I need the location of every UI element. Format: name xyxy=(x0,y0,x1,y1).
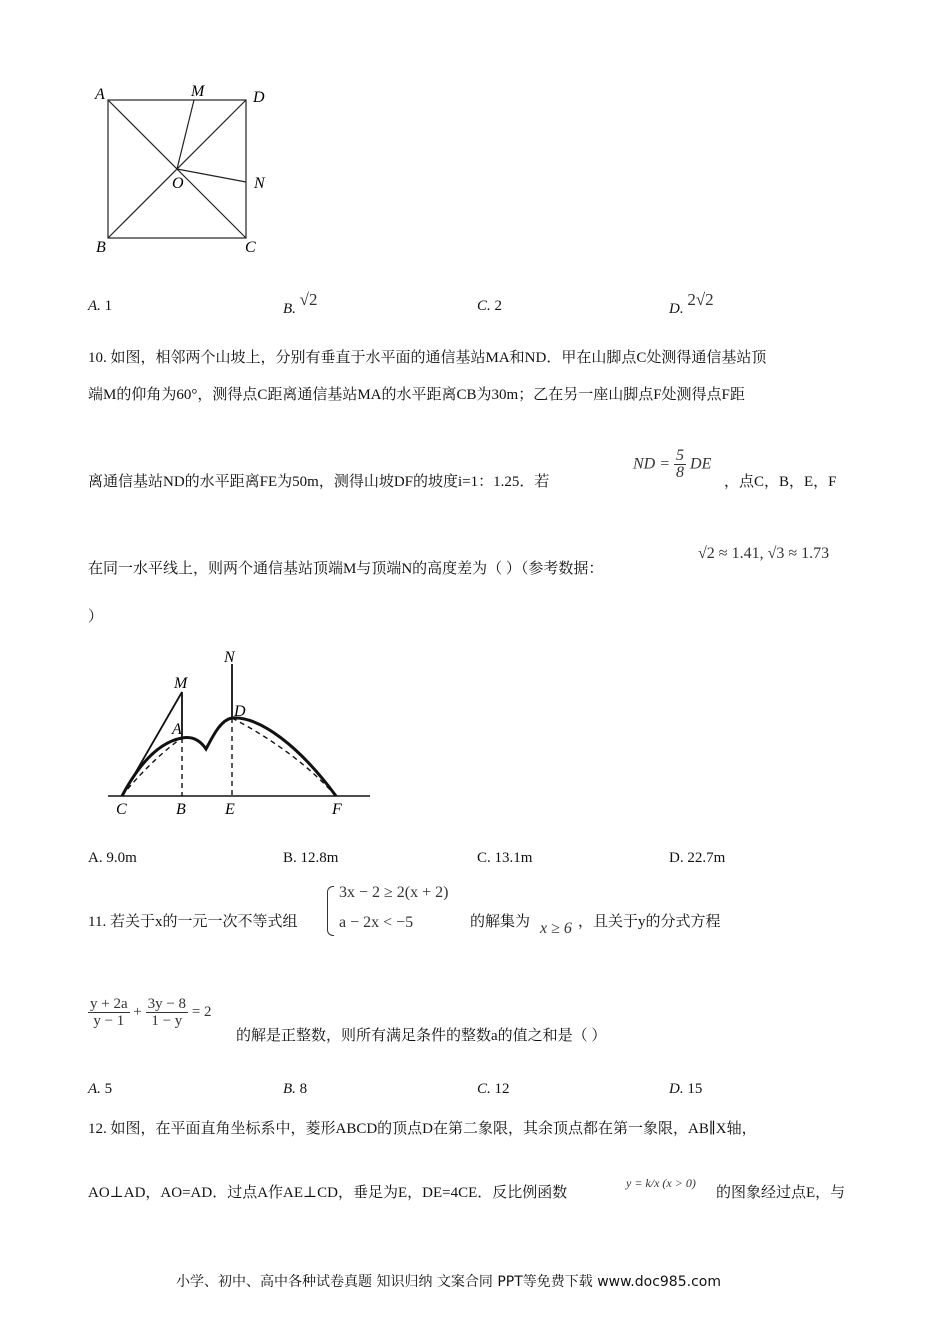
numerator-1: y + 2a xyxy=(90,996,128,1012)
fraction-denominator: 8 xyxy=(676,464,685,481)
q12-function: y = k/x (x > 0) xyxy=(626,1176,696,1190)
inequality-2: a − 2x < −5 xyxy=(339,914,414,931)
q11-option-b[interactable] xyxy=(283,1081,307,1098)
q12-line-2b: 的图象经过点E，与 xyxy=(716,1185,846,1201)
option-letter: B. xyxy=(283,301,296,317)
option-letter: A. xyxy=(88,1081,101,1097)
label-D: D xyxy=(234,703,246,720)
q10-line-5: ） xyxy=(88,609,104,625)
label-C: C xyxy=(116,801,127,818)
page-footer: 小学、初中、高中各种试卷真题 知识归纳 文案合同 PPT等免费下载 www.doc985.com xyxy=(176,1274,721,1290)
formula-fraction xyxy=(674,448,686,481)
q11-lead: 11. 若关于x的一元一次不等式组 xyxy=(88,914,298,930)
option-letter: D. xyxy=(669,301,684,317)
q10-mountain-figure xyxy=(100,642,390,822)
option-value: 5 xyxy=(104,1081,113,1097)
q11-solution: x ≥ 6 xyxy=(540,920,572,937)
label-A: A xyxy=(95,86,105,103)
fraction-numerator: 5 xyxy=(676,447,685,464)
denominator-2: 1 − y xyxy=(151,1013,183,1029)
q10-option-a[interactable]: A. 9.0m xyxy=(88,850,137,866)
formula-nd: ND = xyxy=(633,455,671,473)
option-value: 15 xyxy=(687,1081,703,1097)
inequality-1: 3x − 2 ≥ 2(x + 2) xyxy=(339,884,449,901)
q10-reference-data: √2 ≈ 1.41, √3 ≈ 1.73 xyxy=(698,545,830,562)
label-B: B xyxy=(96,239,106,256)
q11-option-d[interactable] xyxy=(669,1081,702,1098)
q11-mid: 的解集为 xyxy=(470,914,531,930)
label-F: F xyxy=(332,801,342,818)
option-value: 2√2 xyxy=(687,290,714,309)
option-letter: D. xyxy=(669,1081,684,1097)
denominator-1: y − 1 xyxy=(93,1013,125,1029)
label-O: O xyxy=(172,175,184,192)
label-N: N xyxy=(254,175,265,192)
option-value: 8 xyxy=(299,1081,308,1097)
fraction-2 xyxy=(146,996,188,1029)
fraction-1 xyxy=(88,996,130,1029)
option-letter: C. xyxy=(477,298,491,314)
q9-square-figure xyxy=(88,78,288,258)
formula-de: DE xyxy=(690,455,712,473)
label-C: C xyxy=(245,239,256,256)
label-M: M xyxy=(191,83,205,100)
label-A: A xyxy=(172,721,182,738)
q12-line-2a: AO⊥AD，AO=AD．过点A作AE⊥CD，垂足为E，DE=4CE．反比例函数 xyxy=(88,1185,568,1201)
q9-option-b[interactable] xyxy=(283,290,318,317)
option-letter: C. xyxy=(477,1081,491,1097)
label-M: M xyxy=(174,675,188,692)
option-letter: A. xyxy=(88,298,101,314)
q9-option-d[interactable] xyxy=(669,290,714,317)
option-letter: B. xyxy=(283,1081,296,1097)
option-value: 12 xyxy=(494,1081,510,1097)
label-N: N xyxy=(224,649,235,666)
label-D: D xyxy=(253,89,265,106)
q10-option-b[interactable]: B. 12.8m xyxy=(283,850,339,866)
option-value: 2 xyxy=(494,298,503,314)
q10-option-d[interactable]: D. 22.7m xyxy=(669,850,726,866)
option-value: √2 xyxy=(299,290,318,309)
numerator-2: 3y − 8 xyxy=(147,996,187,1012)
plus-sign: + xyxy=(133,1004,142,1020)
q9-option-c[interactable] xyxy=(477,298,502,315)
label-E: E xyxy=(225,801,235,818)
option-value: 1 xyxy=(104,298,113,314)
q10-line-2: 端M的仰角为60°，测得点C距离通信基站MA的水平距离CB为30m；乙在另一座山脚点F处测得点F距 xyxy=(88,387,745,403)
q10-line-4a: 在同一水平线上，则两个通信基站顶端M与顶端N的高度差为（ ）（参考数据： xyxy=(88,561,604,577)
q10-line-1: 10. 如图，相邻两个山坡上，分别有垂直于水平面的通信基站MA和ND．甲在山脚点C处测得通信基站顶 xyxy=(88,350,767,366)
q9-option-a[interactable] xyxy=(88,298,112,315)
label-B: B xyxy=(176,801,186,818)
q10-line-3a: 离通信基站ND的水平距离FE为50m，测得山坡DF的坡度i=1：1.25．若 xyxy=(88,474,550,490)
q11-option-c[interactable] xyxy=(477,1081,510,1098)
equals-two: = 2 xyxy=(191,1004,212,1020)
q10-line-3b: ，点C，B，E，F xyxy=(724,474,837,490)
q11-tail: ，且关于y的分式方程 xyxy=(578,914,721,930)
q11-equation-tail: 的解是正整数，则所有满足条件的整数a的值之和是（ ） xyxy=(236,1028,607,1044)
q11-option-a[interactable] xyxy=(88,1081,112,1098)
q11-fraction-equation xyxy=(88,996,212,1029)
q12-line-1: 12. 如图，在平面直角坐标系中，菱形ABCD的顶点D在第二象限，其余顶点都在第一象限，AB∥X轴， xyxy=(88,1121,757,1137)
q10-option-c[interactable]: C. 13.1m xyxy=(477,850,533,866)
q10-formula xyxy=(633,448,711,481)
